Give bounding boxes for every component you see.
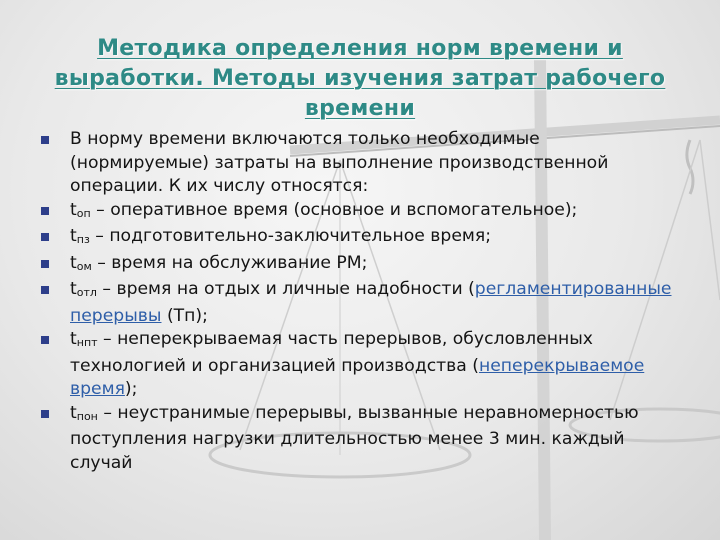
- time-symbol: t: [70, 402, 77, 423]
- bullet-text: – время на обслуживание РМ;: [91, 252, 368, 273]
- list-item: [40, 328, 680, 402]
- bullet-text-after: (Тп);: [161, 305, 208, 326]
- bullet-text: – оперативное время (основное и вспомогательное);: [90, 199, 578, 220]
- time-subscript: нпт: [76, 336, 98, 349]
- bullet-text: – неустранимые перерывы, вызванные неравномерностью поступления нагрузки длительностью менее 3 мин. каждый случай: [70, 402, 639, 473]
- list-item: [40, 199, 680, 226]
- time-symbol: t: [70, 252, 77, 273]
- bullet-text-after: );: [124, 379, 138, 399]
- square-bullet-icon: [41, 286, 49, 294]
- title-line-3: времени: [304, 96, 416, 121]
- bullet-list: [40, 128, 680, 475]
- bullet-text: – подготовительно-заключительное время;: [89, 226, 492, 246]
- regulated-breaks-link[interactable]: регламентированные перерывы: [70, 279, 672, 326]
- square-bullet-icon: [41, 336, 49, 344]
- title-line-2: выработки. Методы изучения затрат рабочего: [54, 66, 666, 91]
- list-item: [40, 225, 680, 252]
- bullet-text: – время на отдых и личные надобности (: [96, 279, 475, 299]
- list-item: [40, 278, 680, 328]
- list-item: [40, 252, 680, 279]
- time-subscript: пон: [76, 409, 98, 423]
- time-symbol: t: [70, 329, 77, 349]
- square-bullet-icon: [41, 207, 49, 215]
- non-overlapping-time-link[interactable]: неперекрываемое время: [70, 355, 645, 399]
- list-item: [40, 402, 680, 476]
- time-symbol: t: [70, 279, 77, 299]
- square-bullet-icon: [41, 410, 49, 418]
- list-item: [40, 128, 680, 199]
- title-line-1: Методика определения норм времени и: [97, 36, 623, 61]
- page-title: [20, 34, 700, 124]
- square-bullet-icon: [41, 260, 49, 268]
- time-subscript: ом: [76, 259, 92, 273]
- time-symbol: t: [70, 226, 77, 246]
- bullet-text: В норму времени включаются только необходимые (нормируемые) затраты на выполнение производственной операции. К их числу относятся:: [70, 129, 609, 196]
- square-bullet-icon: [41, 233, 49, 241]
- time-subscript: оп: [76, 206, 91, 220]
- time-subscript: отл: [76, 286, 97, 299]
- time-symbol: t: [70, 199, 77, 220]
- bullet-text: – неперекрываемая часть перерывов, обусловленных технологией и организацией производства (: [70, 329, 593, 376]
- time-subscript: пз: [76, 233, 90, 246]
- square-bullet-icon: [41, 136, 49, 144]
